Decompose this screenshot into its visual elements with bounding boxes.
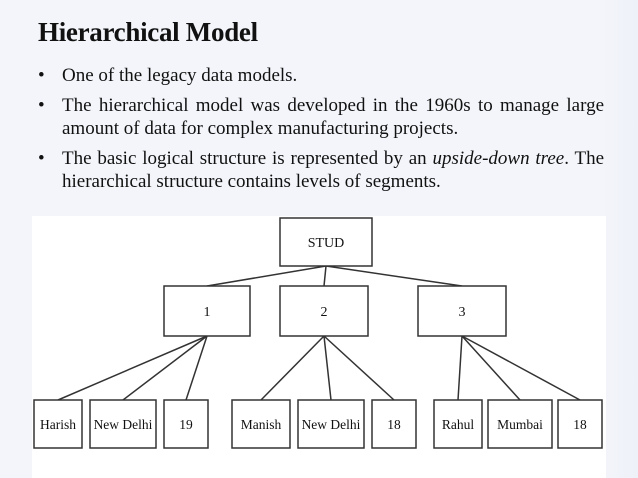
segment-node-label: 1 <box>203 305 211 320</box>
bullet-text-before: The basic logical structure is represented by an <box>62 148 433 169</box>
segment-node-label: 2 <box>320 305 328 320</box>
segment-node-label: 3 <box>458 305 466 320</box>
bullet-text: One of the legacy data models. <box>62 65 298 86</box>
bullet-list <box>38 64 604 200</box>
connector-line <box>58 336 207 400</box>
hierarchy-diagram <box>32 216 606 478</box>
leaf-node-label: 19 <box>179 417 193 432</box>
leaf-node-label: Manish <box>240 417 282 432</box>
connector-line <box>123 336 207 400</box>
leaf-node-label: Harish <box>40 417 76 432</box>
slide-title: Hierarchical Model <box>38 17 258 47</box>
connector-line <box>324 266 326 286</box>
leaf-node-label: New Delhi <box>93 417 153 432</box>
hierarchy-tree-svg <box>32 216 606 478</box>
bullet-text-after: . The hierarchical structure contains levels of segments. <box>62 148 604 192</box>
connector-line <box>458 336 462 400</box>
leaf-node-label: Mumbai <box>497 417 543 432</box>
bullet-item <box>38 64 604 87</box>
root-node-label: STUD <box>307 236 345 251</box>
bullet-dot-icon: • <box>38 95 45 116</box>
bullet-emphasis: upside-down tree <box>432 148 565 169</box>
connector-line <box>261 336 324 400</box>
connector-line <box>324 336 394 400</box>
connector-line <box>462 336 580 400</box>
bullet-text: The hierarchical model was developed in the 1960s to manage large amount of data for complex manufacturing projects. <box>62 95 604 139</box>
leaf-node-label: Rahul <box>441 417 475 432</box>
leaf-node-label: New Delhi <box>301 417 361 432</box>
bullet-dot-icon: • <box>38 65 45 86</box>
leaf-node-label: 18 <box>573 417 587 432</box>
connector-line <box>207 266 326 286</box>
bullet-dot-icon: • <box>38 148 45 169</box>
slide-edge-shade <box>602 0 638 478</box>
bullet-item <box>38 147 604 193</box>
connector-line <box>186 336 207 400</box>
connector-line <box>326 266 462 286</box>
connector-line <box>462 336 520 400</box>
bullet-item <box>38 94 604 140</box>
leaf-node-label: 18 <box>387 417 401 432</box>
connector-line <box>324 336 331 400</box>
